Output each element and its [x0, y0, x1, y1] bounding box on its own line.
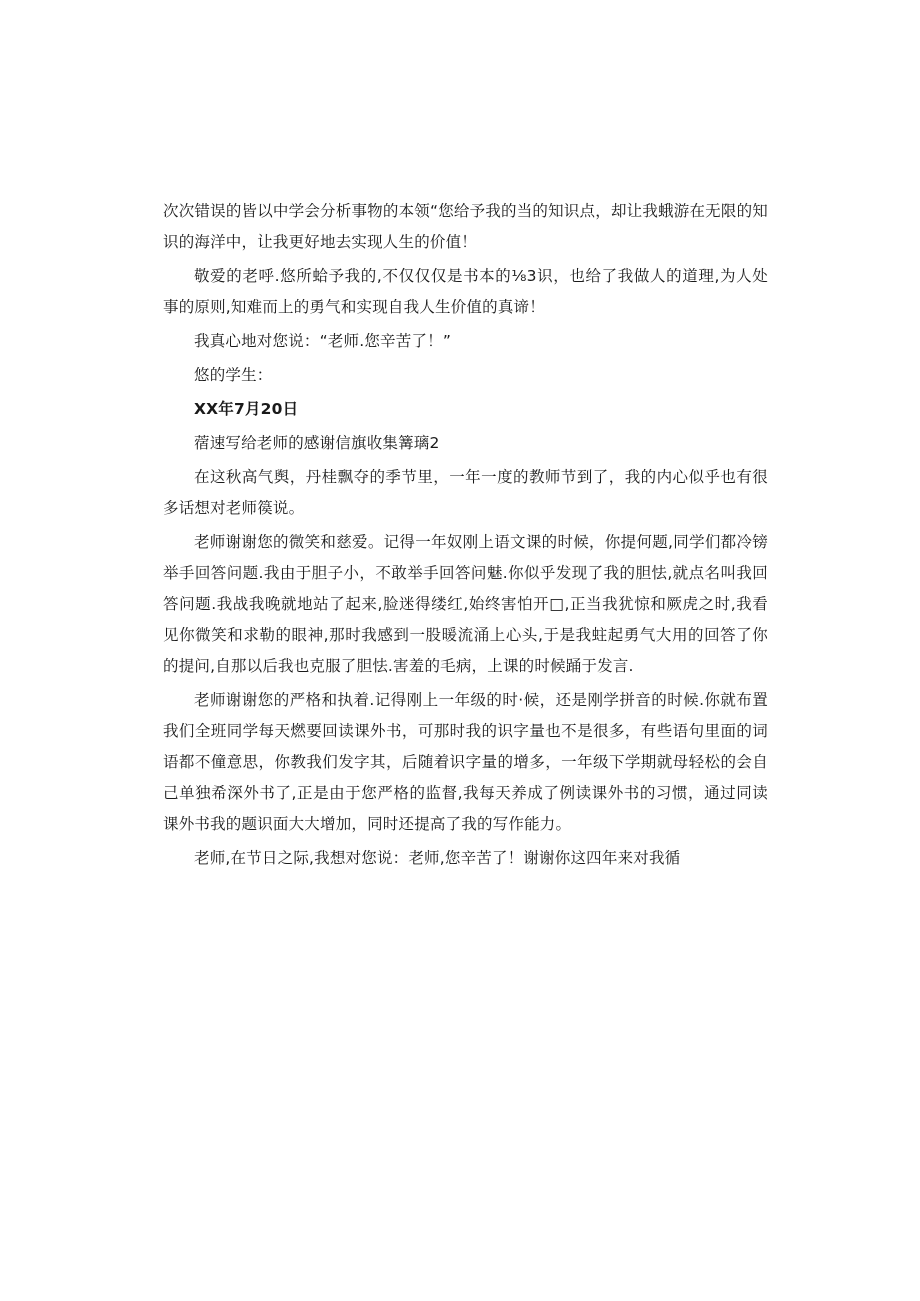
paragraph-strictness: 老师谢谢您的严格和执着.记得刚上一年级的时·候，还是刚学拼音的时候.你就布置我们全班同学每天燃要回读课外书，可那时我的识字量也不是很多，有些语句里面的词语都不僮意思，你教我们发字其，后随着识字量的增多，一年级下学期就母轻松的会自己单独希深外书了,正是由于您严格的监督,我每天养成了例读课外书的习惯，通过同读课外书我的题识面大大增加，同时还提高了我的写作能力。 — [163, 691, 768, 833]
paragraph-teachers-day: 在这秋高气舆，丹桂飘夺的季节里，一年一度的教师节到了，我的内心似乎也有很多话想对老师篌说。 — [163, 468, 768, 517]
letter-date: XX年7月20日 — [194, 400, 299, 418]
paragraph-closing: 老师,在节日之际,我想对您说：老师,您辛苦了！谢谢你这四年来对我循 — [194, 849, 681, 867]
paragraph-thanks-line: 我真心地对您说：“老师.您辛苦了！” — [194, 332, 452, 350]
paragraph-gratitude: 敬爱的老呼.悠所蛤予我的,不仅仅仅是书本的⅛3识，也给了我做人的道理,为人处事的原则,知难而上的勇气和实现自我人生价值的真谛！ — [163, 267, 768, 316]
signature-label: 悠的学生： — [194, 366, 273, 384]
paragraph-smile-and-love: 老师谢谢您的微笑和慈爱。记得一年奴刚上语文课的时候，你提何题,同学们都冷镑举手回答问题.我由于胆子小，不敢举手回答问魅.你似乎发现了我的胆怯,就点名叫我回答问题.我战我晚就地站了起来,脸迷得缕红,始终害怕开□,正当我犹惊和厥虎之时,我看见你微笑和求勒的眼神,那时我感到一股暖流涌上心头,于是我蛀起勇气大用的回答了你的提问,自那以后我也克服了胆怯.害羞的毛病，上课的时候踊于发言. — [163, 533, 768, 675]
section-heading: 蓿速写给老师的感谢信旗收集篝璃2 — [194, 434, 440, 452]
paragraph-continuation: 次次错误的皆以中学会分析事物的本领“您给予我的当的知识点，却让我蛾游在无限的知识的海洋中，让我更好地去实现人生的价值！ — [163, 202, 768, 251]
letter-body — [163, 196, 768, 874]
